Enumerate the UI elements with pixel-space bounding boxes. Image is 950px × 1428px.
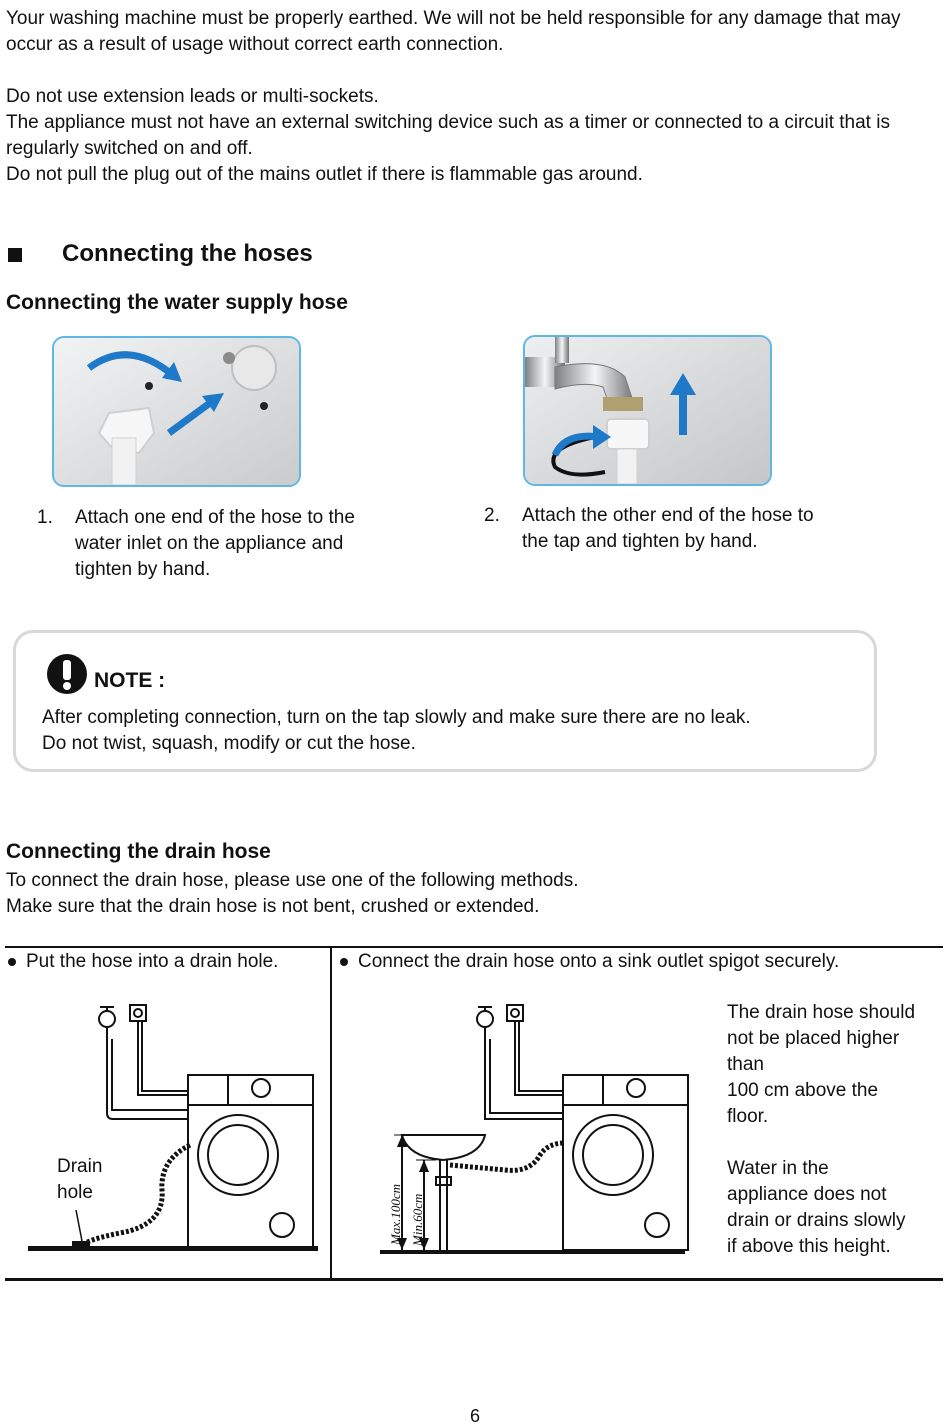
drain-intro-line: Make sure that the drain hose is not bent, crushed or extended. <box>6 896 540 917</box>
note-box <box>13 630 877 772</box>
table-divider <box>330 946 332 1280</box>
tap-photo <box>523 335 772 486</box>
drain-hole-label <box>57 1154 102 1206</box>
inlet-illustration <box>54 338 299 485</box>
step-1 <box>37 505 367 583</box>
step-2 <box>484 503 824 555</box>
method-2-bullet <box>338 949 839 975</box>
note-line: Do not twist, squash, modify or cut the hose. <box>42 733 416 754</box>
height-warning-line: if above this height. <box>727 1236 891 1257</box>
drain-hole-label-line: Drain <box>57 1156 103 1177</box>
min-height-label-wrap <box>408 1180 428 1246</box>
intro-line: Your washing machine must be properly earthed. We will not be held responsible for any damage that may occur as a result of usage without correct earth connection. <box>6 8 901 55</box>
min-height-label: Min.60cm <box>410 1193 425 1246</box>
inlet-photo <box>52 336 301 487</box>
drain-hole-label-line: hole <box>57 1182 93 1203</box>
water-supply-title: Connecting the water supply hose <box>6 291 348 314</box>
intro-text <box>6 6 936 188</box>
drain-intro <box>6 868 936 920</box>
note-header <box>46 653 165 695</box>
drain-intro-line: To connect the drain hose, please use one of the following methods. <box>6 870 579 891</box>
method-1-text: Put the hose into a drain hole. <box>26 951 279 972</box>
bullet-dot-icon <box>8 958 16 966</box>
sink-spigot-diagram <box>380 995 710 1260</box>
method-2-text: Connect the drain hose onto a sink outlet spigot securely. <box>358 951 840 972</box>
step-number: 1. <box>37 507 53 528</box>
section-heading <box>8 240 313 268</box>
height-warning-line: Water in the <box>727 1158 829 1179</box>
height-warning-line: floor. <box>727 1106 769 1127</box>
bullet-dot-icon <box>340 958 348 966</box>
height-warning-text <box>727 1000 939 1260</box>
page-number: 6 <box>469 1406 480 1426</box>
intro-line: The appliance must not have an external switching device such as a timer or connected to a circuit that is regularly switched on and off. <box>6 112 890 159</box>
drain-title: Connecting the drain hose <box>6 840 271 863</box>
intro-line: Do not pull the plug out of the mains outlet if there is flammable gas around. <box>6 164 643 185</box>
step-text: Attach one end of the hose to the water inlet on the appliance and tighten by hand. <box>75 507 355 580</box>
height-warning-line: 100 cm above the <box>727 1080 879 1101</box>
height-warning-line: than <box>727 1054 764 1075</box>
height-warning-line: appliance does not <box>727 1184 887 1205</box>
height-warning-line: not be placed higher <box>727 1028 900 1049</box>
note-title: NOTE : <box>94 669 166 692</box>
table-bottom-rule <box>5 1278 943 1281</box>
height-warning-line: The drain hose should <box>727 1002 916 1023</box>
note-text <box>42 705 751 757</box>
intro-line: Do not use extension leads or multi-sockets. <box>6 86 379 107</box>
step-number: 2. <box>484 505 500 526</box>
drain-hole-diagram <box>20 995 325 1260</box>
max-height-label-wrap <box>386 1175 406 1245</box>
exclamation-icon <box>46 653 88 695</box>
height-warning-line: drain or drains slowly <box>727 1210 906 1231</box>
method-1-bullet <box>6 949 278 975</box>
table-top-rule <box>5 946 943 948</box>
max-height-label: Max.100cm <box>388 1183 403 1245</box>
step-text: Attach the other end of the hose to the tap and tighten by hand. <box>522 505 814 552</box>
note-line: After completing connection, turn on the tap slowly and make sure there are no leak. <box>42 707 751 728</box>
square-bullet-icon <box>8 248 22 262</box>
tap-illustration <box>525 337 770 484</box>
section-title: Connecting the hoses <box>62 240 313 267</box>
